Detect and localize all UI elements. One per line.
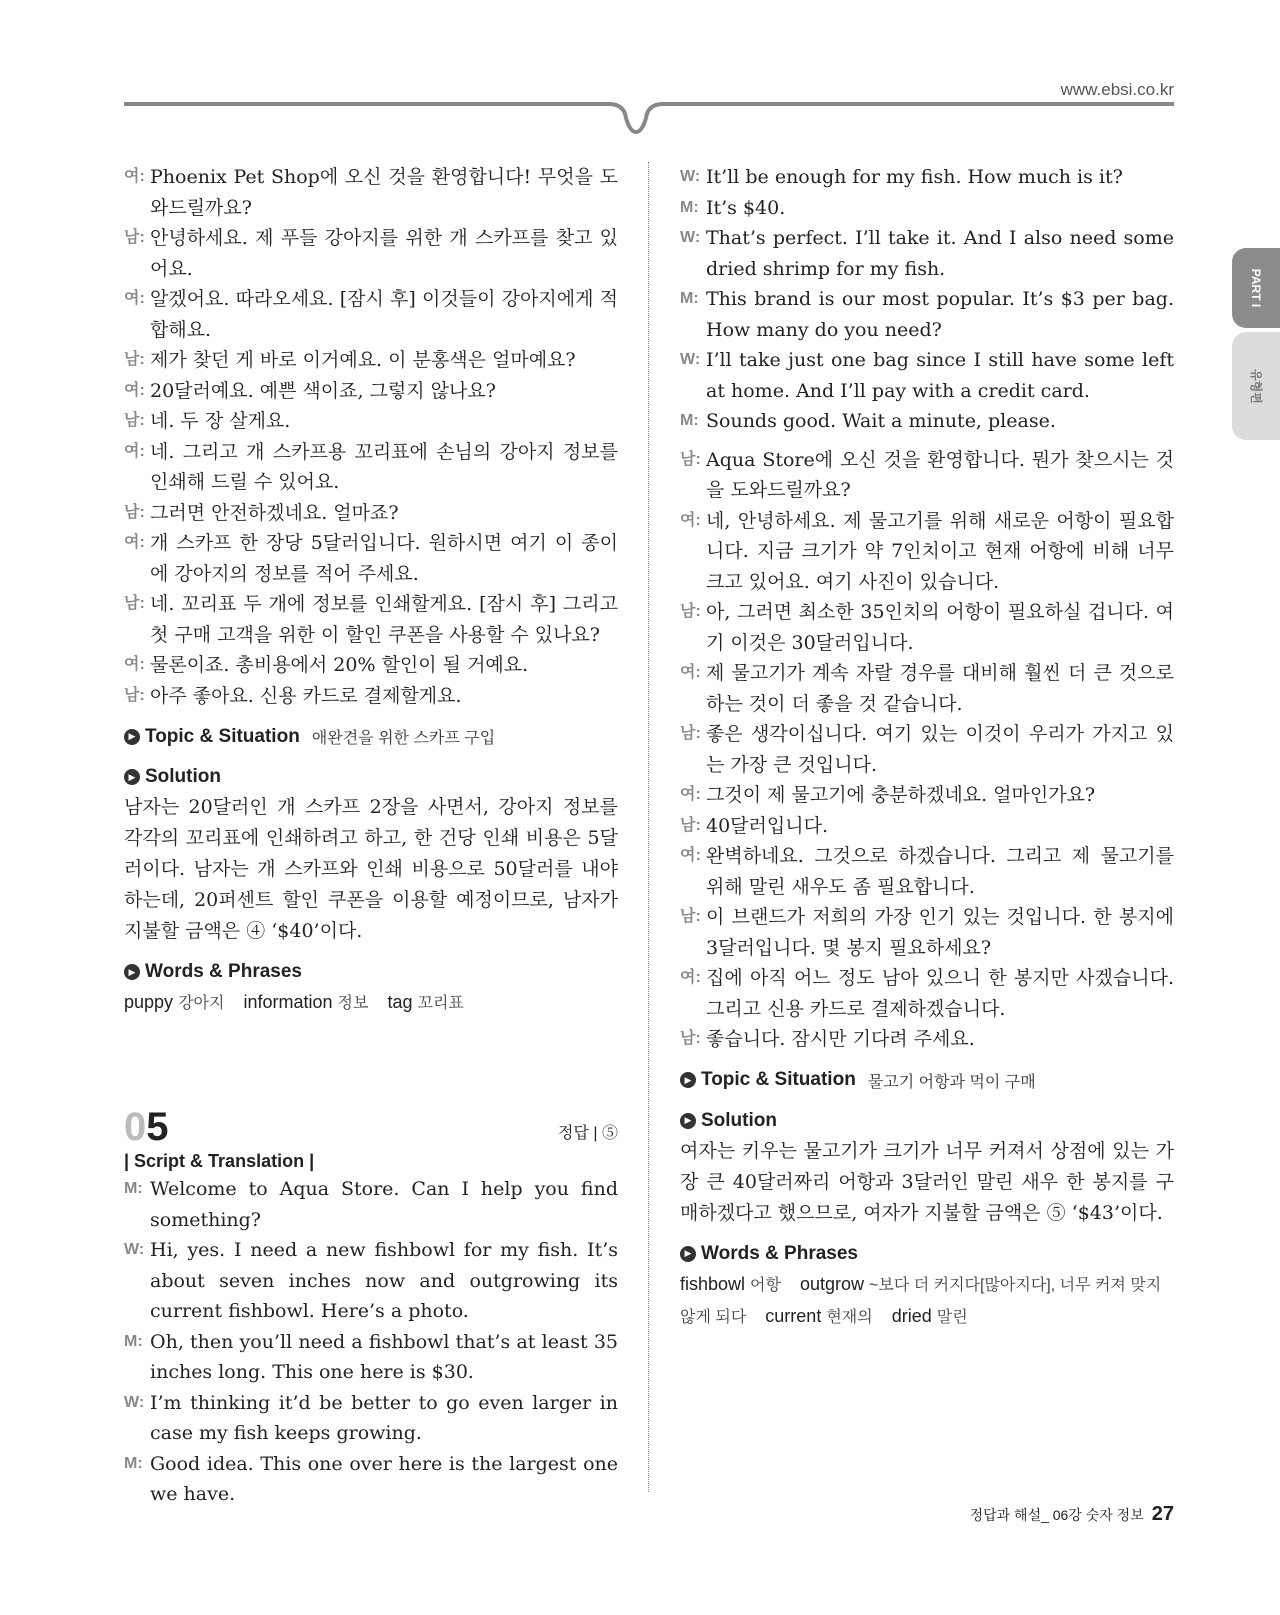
answer-label: 정답 | ⑤ bbox=[558, 1125, 618, 1142]
translation-text: 이 브랜드가 저희의 가장 인기 있는 것입니다. 한 봉지에 3달러입니다. 몇 봉지 필요하세요? bbox=[706, 906, 1174, 959]
section-title: Topic & Situation bbox=[145, 725, 300, 747]
translation-text: 제 물고기가 계속 자랄 경우를 대비해 훨씬 더 큰 것으로 하는 것이 더 좋을 것 같습니다. bbox=[706, 662, 1174, 715]
word-ko: 강아지 bbox=[178, 995, 225, 1012]
speaker-label: 여: bbox=[680, 511, 701, 529]
dialogue-text: 20달러예요. 예쁜 색이죠, 그렇지 않나요? bbox=[150, 379, 496, 402]
script-line bbox=[124, 1388, 618, 1449]
section-title: Solution bbox=[145, 766, 221, 787]
play-icon: ▶ bbox=[124, 729, 140, 745]
word-ko: ~보다 더 커지다[많아지다], 너무 커져 맞지 않게 되다 bbox=[680, 1276, 1162, 1326]
play-icon: ▶ bbox=[680, 1113, 696, 1129]
speaker-label: 여: bbox=[124, 381, 145, 399]
script-right bbox=[680, 162, 1174, 437]
word-en: current bbox=[765, 1305, 822, 1326]
speaker-label: M: bbox=[124, 1454, 143, 1472]
word-ko: 꼬리표 bbox=[417, 995, 464, 1012]
side-tabs bbox=[1232, 248, 1280, 444]
dialogue-line bbox=[124, 650, 618, 681]
translation-line bbox=[680, 597, 1174, 658]
word-list bbox=[124, 987, 618, 1019]
speaker-label: 남: bbox=[680, 908, 701, 925]
translation-line bbox=[680, 841, 1174, 902]
speaker-label: 여: bbox=[680, 969, 701, 986]
speaker-label: 남: bbox=[124, 595, 145, 612]
script-line bbox=[680, 193, 1174, 224]
dialogue-text: 제가 찾던 게 바로 이거예요. 이 분홍색은 얼마예요? bbox=[150, 349, 576, 371]
left-column bbox=[124, 162, 618, 1510]
dialogue-line bbox=[124, 498, 618, 529]
word-en: puppy bbox=[124, 992, 174, 1012]
dialogue-text: 안녕하세요. 제 푸들 강아지를 위한 개 스카프를 찾고 있어요. bbox=[150, 227, 618, 280]
speaker-label: W: bbox=[124, 1241, 145, 1258]
word-en: information bbox=[243, 992, 333, 1012]
dialogue-text: Phoenix Pet Shop에 오신 것을 환영합니다! 무엇을 도와드릴까요? bbox=[150, 166, 618, 219]
translation-text: 아, 그러면 최소한 35인치의 어항이 필요하실 겁니다. 여기 이것은 30달러입니다. bbox=[706, 601, 1174, 654]
topic-text: 물고기 어항과 먹이 구매 bbox=[867, 1073, 1036, 1091]
dialogue-line bbox=[124, 284, 618, 345]
dialogue-text: 개 스카프 한 장당 5달러입니다. 원하시면 여기 이 종이에 강아지의 정보를 적어 주세요. bbox=[150, 532, 618, 585]
speaker-label: 남: bbox=[680, 450, 701, 468]
dialogue-text: 그러면 안전하겠네요. 얼마죠? bbox=[150, 501, 399, 524]
word-ko: 현재의 bbox=[826, 1308, 873, 1326]
translation-text: 그것이 제 물고기에 충분하겠네요. 얼마인가요? bbox=[706, 784, 1096, 806]
word-en: tag bbox=[387, 992, 413, 1012]
words-phrases-heading bbox=[124, 961, 618, 983]
dialogue-line bbox=[124, 528, 618, 589]
dialogue-text: 물론이죠. 총비용에서 20% 할인이 될 거예요. bbox=[150, 654, 529, 676]
dialogue-line bbox=[124, 589, 618, 650]
script-text: Welcome to Aqua Store. Can I help you find something? bbox=[150, 1178, 618, 1231]
topic-situation-heading bbox=[680, 1069, 1174, 1092]
side-tab-type[interactable]: 유형편 bbox=[1232, 332, 1280, 440]
script-text: Oh, then you’ll need a fishbowl that’s at least 35 inches long. This one here is $30. bbox=[150, 1330, 618, 1383]
script-text: I’m thinking it’d be better to go even larger in case my fish keeps growing. bbox=[150, 1391, 618, 1444]
speaker-label: M: bbox=[124, 1332, 143, 1350]
play-icon: ▶ bbox=[680, 1246, 696, 1262]
script-text: That’s perfect. I’ll take it. And I also need some dried shrimp for my fish. bbox=[706, 227, 1174, 280]
translation-line bbox=[680, 902, 1174, 963]
speaker-label: 여: bbox=[680, 786, 701, 803]
dialogue-text: 알겠어요. 따라오세요. [잠시 후] 이것들이 강아지에게 적합해요. bbox=[150, 288, 618, 341]
column-divider bbox=[648, 162, 649, 1492]
question-header bbox=[124, 1107, 618, 1147]
script-left bbox=[124, 1174, 618, 1510]
section-title: Words & Phrases bbox=[701, 1242, 858, 1264]
script-line bbox=[680, 223, 1174, 284]
word-list bbox=[680, 1269, 1174, 1333]
translation-text: 네, 안녕하세요. 제 물고기를 위해 새로운 어항이 필요합니다. 지금 크기가 약 7인치이고 현재 어항에 비해 너무 크고 있어요. 여기 사진이 있습니다. bbox=[706, 509, 1174, 593]
translation-line bbox=[680, 506, 1174, 598]
page-footer bbox=[970, 1503, 1174, 1526]
section-title: Words & Phrases bbox=[145, 961, 302, 982]
dialogue-line bbox=[124, 681, 618, 712]
words-phrases-heading bbox=[680, 1243, 1174, 1265]
script-line bbox=[124, 1449, 618, 1510]
side-tab-part[interactable]: PART I bbox=[1232, 248, 1280, 328]
script-line bbox=[124, 1327, 618, 1388]
dialogue-translation-prev bbox=[124, 162, 618, 711]
script-text: Hi, yes. I need a new fishbowl for my fish. It’s about seven inches now and outgrowing its current fishbowl. Here’s a photo. bbox=[150, 1239, 618, 1322]
translation-line bbox=[680, 719, 1174, 780]
question-number: 05 bbox=[124, 1105, 169, 1149]
speaker-label: 남: bbox=[124, 503, 145, 521]
translation-line bbox=[680, 963, 1174, 1024]
script-line bbox=[124, 1174, 618, 1235]
word-en: outgrow bbox=[799, 1273, 865, 1294]
script-text: Sounds good. Wait a minute, please. bbox=[706, 410, 1056, 432]
script-line bbox=[680, 406, 1174, 437]
play-icon: ▶ bbox=[124, 964, 140, 980]
dialogue-line bbox=[124, 223, 618, 284]
script-text: Good idea. This one over here is the largest one we have. bbox=[150, 1452, 618, 1505]
translation-line bbox=[680, 811, 1174, 842]
translation-line bbox=[680, 780, 1174, 811]
translation-text: Aqua Store에 오신 것을 환영합니다. 뭔가 찾으시는 것을 도와드릴까요? bbox=[706, 448, 1174, 501]
header-rule bbox=[124, 100, 1174, 140]
translation-line bbox=[680, 445, 1174, 506]
section-title: Topic & Situation bbox=[701, 1069, 856, 1090]
speaker-label: 남: bbox=[680, 725, 701, 742]
footer-text: 정답과 해설_ 06강 숫자 정보 bbox=[969, 1507, 1144, 1523]
speaker-label: 남: bbox=[124, 229, 145, 246]
speaker-label: 남: bbox=[680, 603, 701, 620]
translation-right bbox=[680, 445, 1174, 1055]
play-icon: ▶ bbox=[124, 769, 140, 785]
speaker-label: 여: bbox=[680, 847, 701, 864]
speaker-label: 남: bbox=[680, 1030, 701, 1047]
speaker-label: 남: bbox=[124, 686, 145, 704]
translation-text: 좋습니다. 잠시만 기다려 주세요. bbox=[706, 1028, 975, 1050]
dialogue-text: 네. 그리고 개 스카프용 꼬리표에 손님의 강아지 정보를 인쇄해 드릴 수 있어요. bbox=[150, 440, 618, 493]
speaker-label: M: bbox=[680, 290, 699, 307]
script-text: This brand is our most popular. It’s $3 per bag. How many do you need? bbox=[706, 288, 1174, 341]
dialogue-line bbox=[124, 406, 618, 437]
right-column bbox=[680, 162, 1174, 1333]
dialogue-line bbox=[124, 437, 618, 498]
script-translation-title: | Script & Translation | bbox=[124, 1151, 315, 1171]
solution-heading bbox=[124, 766, 618, 788]
speaker-label: 여: bbox=[124, 442, 145, 460]
dialogue-line bbox=[124, 376, 618, 407]
dialogue-line bbox=[124, 162, 618, 223]
speaker-label: 남: bbox=[124, 351, 145, 368]
translation-text: 집에 아직 어느 정도 남아 있으니 한 봉지만 사겠습니다. 그리고 신용 카드로 결제하겠습니다. bbox=[706, 967, 1174, 1020]
translation-line bbox=[680, 658, 1174, 719]
dialogue-text: 네. 꼬리표 두 개에 정보를 인쇄할게요. [잠시 후] 그리고 첫 구매 고객을 위한 이 할인 쿠폰을 사용할 수 있나요? bbox=[150, 593, 618, 646]
page-number: 27 bbox=[1151, 1503, 1174, 1525]
speaker-label: W: bbox=[680, 351, 701, 368]
speaker-label: W: bbox=[680, 168, 701, 185]
speaker-label: M: bbox=[124, 1180, 143, 1197]
solution-text: 남자는 20달러인 개 스카프 2장을 사면서, 강아지 정보를 각각의 꼬리표에 인쇄하려고 하고, 한 건당 인쇄 비용은 5달러이다. 남자는 개 스카프와 인쇄 비용으로 50달러를 내야 하는데, 20퍼센트 할인 쿠폰을 이용할 예정이므로, 남자가 지불할 금액은 ④ ‘$40’이다. bbox=[124, 796, 618, 942]
speaker-label: 여: bbox=[680, 664, 701, 681]
speaker-label: W: bbox=[124, 1393, 145, 1411]
topic-situation-heading bbox=[124, 725, 618, 748]
speaker-label: 여: bbox=[124, 290, 145, 307]
script-text: It’s $40. bbox=[706, 196, 786, 219]
play-icon: ▶ bbox=[680, 1072, 696, 1088]
script-text: It’ll be enough for my fish. How much is it? bbox=[706, 166, 1123, 188]
translation-text: 40달러입니다. bbox=[706, 814, 828, 837]
section-title: Solution bbox=[701, 1109, 777, 1131]
script-line bbox=[124, 1235, 618, 1327]
dialogue-text: 아주 좋아요. 신용 카드로 결제할게요. bbox=[150, 684, 462, 707]
speaker-label: 남: bbox=[680, 816, 701, 834]
speaker-label: 남: bbox=[124, 412, 145, 429]
speaker-label: W: bbox=[680, 229, 701, 246]
word-ko: 말린 bbox=[936, 1308, 968, 1326]
word-en: dried bbox=[891, 1305, 932, 1326]
dialogue-line bbox=[124, 345, 618, 376]
speaker-label: M: bbox=[680, 412, 699, 429]
dialogue-text: 네. 두 장 살게요. bbox=[150, 410, 291, 432]
solution-heading bbox=[680, 1110, 1174, 1132]
translation-line bbox=[680, 1024, 1174, 1055]
translation-text: 완벽하네요. 그것으로 하겠습니다. 그리고 제 물고기를 위해 말린 새우도 좀 필요합니다. bbox=[706, 845, 1174, 898]
word-ko: 정보 bbox=[337, 995, 369, 1012]
word-en: fishbowl bbox=[680, 1273, 746, 1294]
script-line bbox=[680, 345, 1174, 406]
script-line bbox=[680, 162, 1174, 193]
speaker-label: 여: bbox=[124, 168, 145, 185]
solution-text: 여자는 키우는 물고기가 크기가 너무 커져서 상점에 있는 가장 큰 40달러짜리 어항과 3달러인 말린 새우 한 봉지를 구매하겠다고 했으므로, 여자가 지불할 금액은 ⑤ ‘$43’이다. bbox=[680, 1139, 1174, 1224]
site-url[interactable]: www.ebsi.co.kr bbox=[1060, 80, 1174, 99]
word-ko: 어항 bbox=[750, 1276, 781, 1294]
script-line bbox=[680, 284, 1174, 345]
topic-text: 애완견을 위한 스카프 구입 bbox=[311, 730, 496, 747]
translation-text: 좋은 생각이십니다. 여기 있는 이것이 우리가 가지고 있는 가장 큰 것입니다. bbox=[706, 723, 1174, 776]
script-text: I’ll take just one bag since I still have some left at home. And I’ll pay with a credit card. bbox=[706, 349, 1174, 402]
speaker-label: 여: bbox=[124, 656, 145, 673]
speaker-label: 여: bbox=[124, 534, 145, 551]
speaker-label: M: bbox=[680, 198, 699, 216]
